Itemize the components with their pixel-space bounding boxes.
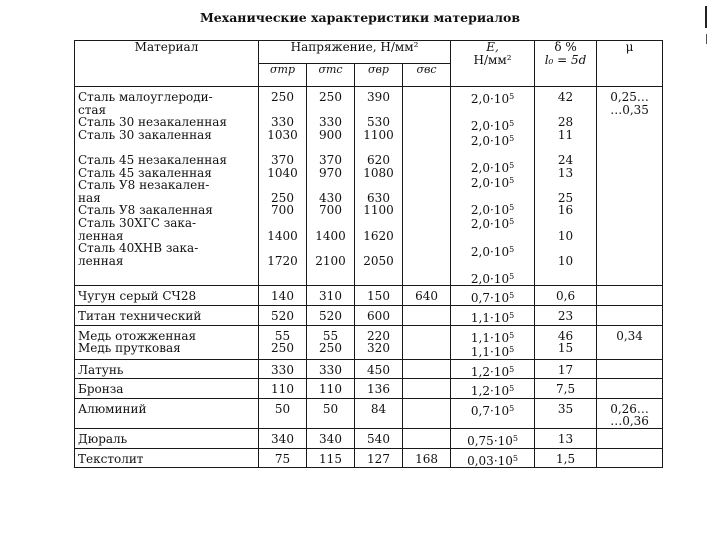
poisson-cell [597, 379, 663, 399]
modulus-cell [451, 87, 535, 286]
material-line: Алюминий [78, 401, 147, 416]
sigma-tr-value: 250 [271, 90, 294, 104]
header-modulus [451, 41, 535, 87]
sigma-tr-cell [259, 87, 307, 286]
elongation-value: 16 [557, 203, 574, 218]
material-cell [75, 305, 259, 325]
material-cell [75, 359, 259, 379]
sigma-tr-value: 1030 [267, 127, 298, 142]
sigma-tr-cell [259, 359, 307, 379]
sigma-tc-value: 115 [319, 451, 342, 466]
sigma-vc-value: 168 [415, 451, 438, 466]
modulus-mantissa: 1,1·10 [470, 330, 510, 345]
modulus-mantissa: 1,1·10 [470, 310, 510, 325]
table-row [75, 398, 663, 428]
elongation-cell [535, 359, 597, 379]
elongation-value: 0,6 [556, 289, 576, 304]
header-sigma-tr: σтр [259, 64, 307, 87]
sigma-tr-value: 370 [271, 152, 294, 167]
sigma-tr-value: 250 [271, 341, 294, 356]
sigma-vr-value: 450 [367, 362, 390, 377]
sigma-tc-value [310, 242, 351, 255]
material-cell [75, 286, 259, 306]
elongation-value: 28 [557, 115, 574, 130]
table-body [75, 87, 663, 468]
material-line: Сталь У8 закаленная [78, 203, 213, 218]
sigma-vr-value: 2050 [363, 253, 394, 268]
modulus-mantissa: 2,0·10 [470, 133, 510, 148]
modulus-value [454, 91, 531, 106]
modulus-value [454, 290, 531, 305]
modulus-mantissa: 2,0·10 [470, 119, 510, 134]
modulus-mantissa: 0,03·10 [467, 453, 513, 468]
sigma-vr-value: 320 [367, 341, 390, 356]
modulus-cell [451, 359, 535, 379]
page-title: Механические характеристики материалов [199, 10, 521, 25]
header-elongation-base: l₀ = 5d [544, 52, 587, 67]
elongation-value: 15 [557, 341, 574, 356]
elongation-value: 24 [557, 152, 574, 167]
material-line: Сталь 30 закаленная [78, 127, 212, 142]
modulus-value [454, 133, 531, 148]
header-sigma-vc: σвс [403, 64, 451, 87]
sigma-vc-cell [403, 305, 451, 325]
poisson-cell [597, 429, 663, 449]
poisson-value: …0,35 [610, 102, 649, 117]
sigma-tc-value: 1400 [315, 228, 346, 243]
sigma-tr-value [262, 179, 303, 192]
modulus-value [454, 189, 531, 202]
sigma-tc-value: 330 [319, 362, 342, 377]
table-row [75, 286, 663, 306]
material-line: Медь прутковая [78, 341, 181, 356]
modulus-exponent: 5 [509, 364, 515, 374]
sigma-vr-value: 530 [367, 115, 390, 130]
sigma-tr-value: 250 [271, 190, 294, 205]
modulus-cell [451, 448, 535, 468]
modulus-mantissa: 1,1·10 [470, 345, 510, 360]
sigma-tc-value: 55 [322, 328, 339, 343]
material-line: Чугун серый СЧ28 [78, 289, 197, 304]
sigma-tr-value: 50 [274, 401, 291, 416]
modulus-value [454, 244, 531, 259]
sigma-tc-value: 430 [319, 190, 342, 205]
elongation-value: 35 [557, 401, 574, 416]
modulus-exponent: 5 [509, 310, 515, 320]
sigma-tc-value: 110 [319, 382, 342, 397]
modulus-exponent: 5 [509, 244, 515, 254]
sigma-tr-value: 75 [274, 451, 291, 466]
sigma-tc-value: 970 [319, 165, 342, 180]
sigma-vr-cell [355, 398, 403, 428]
elongation-value: 10 [557, 253, 574, 268]
modulus-exponent: 5 [509, 330, 515, 340]
modulus-mantissa: 2,0·10 [470, 244, 510, 259]
sigma-tr-value: 1720 [267, 253, 298, 268]
elongation-value: 17 [557, 362, 574, 377]
material-line: Дюраль [78, 432, 128, 447]
sigma-tr-value: 110 [271, 382, 294, 397]
sigma-tc-cell [307, 87, 355, 286]
sigma-tc-value: 310 [319, 289, 342, 304]
modulus-mantissa: 2,0·10 [470, 217, 510, 232]
elongation-value: 46 [557, 328, 574, 343]
modulus-exponent: 5 [509, 202, 515, 212]
sigma-tc-cell [307, 286, 355, 306]
header-material: Материал [75, 41, 259, 87]
poisson-value: 0,26… [610, 401, 649, 416]
modulus-value [454, 364, 531, 379]
modulus-mantissa: 2,0·10 [470, 92, 510, 106]
modulus-value [454, 147, 531, 160]
table-row [75, 325, 663, 359]
poisson-value: 0,34 [616, 328, 643, 343]
sigma-tr-value: 55 [274, 328, 291, 343]
elongation-value [538, 179, 593, 192]
modulus-value [454, 202, 531, 217]
elongation-value: 42 [557, 90, 574, 104]
material-line: Сталь 30 незакаленная [78, 115, 227, 130]
table-row [75, 305, 663, 325]
sigma-vc-cell [403, 379, 451, 399]
modulus-cell [451, 398, 535, 428]
sigma-tc-value: 700 [319, 203, 342, 218]
header-modulus-symbol: E, [486, 40, 499, 54]
sigma-vr-cell [355, 325, 403, 359]
elongation-value: 13 [557, 432, 574, 447]
modulus-exponent: 5 [509, 217, 515, 227]
elongation-value: 10 [557, 228, 574, 243]
poisson-cell [597, 359, 663, 379]
elongation-value: 23 [557, 308, 574, 323]
material-line: Медь отожженная [78, 328, 197, 343]
modulus-value [454, 344, 531, 359]
sigma-tr-cell [259, 398, 307, 428]
modulus-mantissa: 1,2·10 [470, 364, 510, 379]
sigma-tc-cell [307, 379, 355, 399]
elongation-value [538, 242, 593, 255]
sigma-vr-value: 1620 [363, 228, 394, 243]
sigma-vc-cell [403, 359, 451, 379]
sigma-vr-value: 136 [367, 382, 390, 397]
sigma-tc-cell [307, 359, 355, 379]
modulus-value [454, 216, 531, 231]
header-sigma-tc: σтс [307, 64, 355, 87]
material-line: Текстолит [78, 451, 144, 466]
material-line: Латунь [78, 362, 124, 377]
table-row [75, 359, 663, 379]
poisson-cell [597, 305, 663, 325]
elongation-value: 25 [557, 190, 574, 205]
sigma-tr-cell [259, 429, 307, 449]
modulus-exponent: 5 [509, 403, 515, 413]
sigma-vr-value [358, 217, 399, 230]
sigma-tc-cell [307, 325, 355, 359]
material-line: Сталь 40ХНВ зака- [78, 241, 199, 256]
sigma-tr-value: 1040 [267, 165, 298, 180]
elongation-value [538, 217, 593, 230]
poisson-cell [597, 448, 663, 468]
modulus-mantissa: 1,2·10 [470, 384, 510, 399]
modulus-cell [451, 305, 535, 325]
material-cell [75, 448, 259, 468]
modulus-mantissa: 2,0·10 [470, 175, 510, 190]
poisson-value: 0,25… [610, 90, 649, 104]
sigma-tc-cell [307, 448, 355, 468]
sigma-tc-value: 250 [319, 341, 342, 356]
sigma-vc-cell [403, 429, 451, 449]
modulus-exponent: 5 [509, 119, 515, 129]
material-cell [75, 379, 259, 399]
elongation-value: 1,5 [556, 451, 576, 466]
sigma-tc-value [310, 179, 351, 192]
sigma-vc-cell [403, 448, 451, 468]
material-line: стая [78, 102, 107, 117]
modulus-exponent: 5 [509, 271, 515, 281]
sigma-tc-value: 370 [319, 152, 342, 167]
sigma-vr-value: 220 [367, 328, 390, 343]
modulus-mantissa: 2,0·10 [470, 202, 510, 217]
modulus-cell [451, 429, 535, 449]
modulus-value [454, 433, 531, 448]
poisson-cell [597, 325, 663, 359]
modulus-mantissa: 2,0·10 [470, 160, 510, 175]
material-line: ленная [78, 228, 124, 243]
modulus-value [454, 310, 531, 325]
sigma-vr-cell [355, 87, 403, 286]
table-row [75, 87, 663, 286]
modulus-value [454, 271, 531, 286]
sigma-tc-cell [307, 429, 355, 449]
modulus-value [454, 453, 531, 468]
sigma-vr-value: 84 [370, 401, 387, 416]
sigma-vr-value [358, 179, 399, 192]
sigma-vr-value: 150 [367, 289, 390, 304]
poisson-cell [597, 87, 663, 286]
sigma-vr-value: 1100 [363, 127, 394, 142]
material-line: Сталь 30ХГС зака- [78, 215, 197, 230]
modulus-mantissa: 0,7·10 [470, 403, 510, 418]
sigma-vc-cell [403, 398, 451, 428]
sigma-vr-value: 127 [367, 451, 390, 466]
table-row [75, 448, 663, 468]
material-cell [75, 87, 259, 286]
sigma-vr-cell [355, 379, 403, 399]
elongation-cell [535, 448, 597, 468]
header-sigma-vr: σвр [355, 64, 403, 87]
sigma-tc-cell [307, 305, 355, 325]
header-elongation-symbol: δ % [554, 40, 577, 54]
material-line: Титан технический [78, 308, 202, 323]
material-line: Сталь 45 закаленная [78, 165, 212, 180]
sigma-tr-value [262, 217, 303, 230]
elongation-cell [535, 305, 597, 325]
sigma-vc-cell [403, 87, 451, 286]
sigma-tc-value: 330 [319, 115, 342, 130]
sigma-vr-value: 620 [367, 152, 390, 167]
modulus-exponent: 5 [509, 92, 515, 101]
elongation-value: 13 [557, 165, 574, 180]
sigma-vr-cell [355, 359, 403, 379]
table-row [75, 379, 663, 399]
sigma-tr-value: 520 [271, 308, 294, 323]
elongation-cell [535, 286, 597, 306]
sigma-tr-value: 700 [271, 203, 294, 218]
modulus-value [454, 106, 531, 119]
modulus-value [454, 383, 531, 398]
sigma-vc-cell [403, 286, 451, 306]
poisson-cell [597, 398, 663, 428]
header-modulus-unit: Н/мм² [473, 52, 512, 67]
sigma-tr-cell [259, 379, 307, 399]
sigma-tc-value: 520 [319, 308, 342, 323]
modulus-mantissa: 0,7·10 [470, 291, 510, 306]
modulus-exponent: 5 [509, 384, 515, 394]
modulus-value [454, 118, 531, 133]
sigma-vr-value: 1100 [363, 203, 394, 218]
modulus-value [454, 330, 531, 345]
modulus-value [454, 160, 531, 175]
sigma-vr-cell [355, 448, 403, 468]
modulus-value [454, 175, 531, 190]
elongation-cell [535, 398, 597, 428]
sigma-tc-value: 900 [319, 127, 342, 142]
elongation-cell [535, 379, 597, 399]
header-elongation [535, 41, 597, 87]
material-cell [75, 429, 259, 449]
sigma-tc-value: 50 [322, 401, 339, 416]
sigma-tr-value: 340 [271, 432, 294, 447]
elongation-cell [535, 87, 597, 286]
modulus-exponent: 5 [509, 160, 515, 170]
sigma-vc-value: 640 [415, 289, 438, 304]
modulus-cell [451, 379, 535, 399]
material-cell [75, 325, 259, 359]
elongation-cell [535, 429, 597, 449]
sigma-vr-cell [355, 429, 403, 449]
poisson-cell [597, 286, 663, 306]
material-cell [75, 398, 259, 428]
modulus-mantissa: 2,0·10 [470, 271, 510, 286]
modulus-cell [451, 325, 535, 359]
page-edge-mark [705, 6, 707, 28]
material-line: ленная [78, 253, 124, 268]
sigma-vr-value: 630 [367, 190, 390, 205]
sigma-vr-value: 600 [367, 308, 390, 323]
sigma-vr-cell [355, 305, 403, 325]
sigma-tr-value: 330 [271, 115, 294, 130]
elongation-value: 11 [557, 127, 574, 142]
sigma-tc-value: 2100 [315, 253, 346, 268]
poisson-value: …0,36 [610, 414, 649, 429]
sigma-vr-value: 540 [367, 432, 390, 447]
header-stress: Напряжение, Н/мм² [259, 41, 451, 64]
page-edge-mark [706, 34, 707, 44]
elongation-cell [535, 325, 597, 359]
sigma-vr-cell [355, 286, 403, 306]
modulus-exponent: 5 [512, 453, 518, 463]
sigma-tr-cell [259, 448, 307, 468]
sigma-vc-cell [403, 325, 451, 359]
modulus-value [454, 231, 531, 244]
sigma-tr-cell [259, 286, 307, 306]
sigma-vr-value: 1080 [363, 165, 394, 180]
sigma-tr-cell [259, 325, 307, 359]
modulus-exponent: 5 [509, 175, 515, 185]
material-line: ная [78, 190, 101, 205]
modulus-value [454, 403, 531, 418]
sigma-tr-value: 140 [271, 289, 294, 304]
sigma-tr-value: 330 [271, 362, 294, 377]
modulus-exponent: 5 [509, 133, 515, 143]
modulus-exponent: 5 [509, 345, 515, 355]
elongation-value: 7,5 [556, 382, 576, 397]
sigma-tr-value: 1400 [267, 228, 298, 243]
header-poisson: μ [597, 41, 663, 87]
sigma-vr-value [358, 242, 399, 255]
sigma-vr-value: 390 [367, 90, 390, 104]
table-row [75, 429, 663, 449]
modulus-exponent: 5 [509, 291, 515, 301]
modulus-cell [451, 286, 535, 306]
modulus-value [454, 258, 531, 271]
sigma-tr-value [262, 242, 303, 255]
material-line: Сталь У8 незакален- [78, 178, 210, 193]
sigma-tc-value: 340 [319, 432, 342, 447]
material-line: Сталь малоуглероди- [78, 90, 213, 104]
modulus-exponent: 5 [512, 434, 518, 444]
properties-table [74, 40, 663, 468]
sigma-tc-cell [307, 398, 355, 428]
material-line: Бронза [78, 382, 124, 397]
sigma-tc-value [310, 217, 351, 230]
material-line: Сталь 45 незакаленная [78, 152, 227, 167]
sigma-tc-value: 250 [319, 90, 342, 104]
sigma-tr-cell [259, 305, 307, 325]
modulus-mantissa: 0,75·10 [467, 434, 513, 449]
